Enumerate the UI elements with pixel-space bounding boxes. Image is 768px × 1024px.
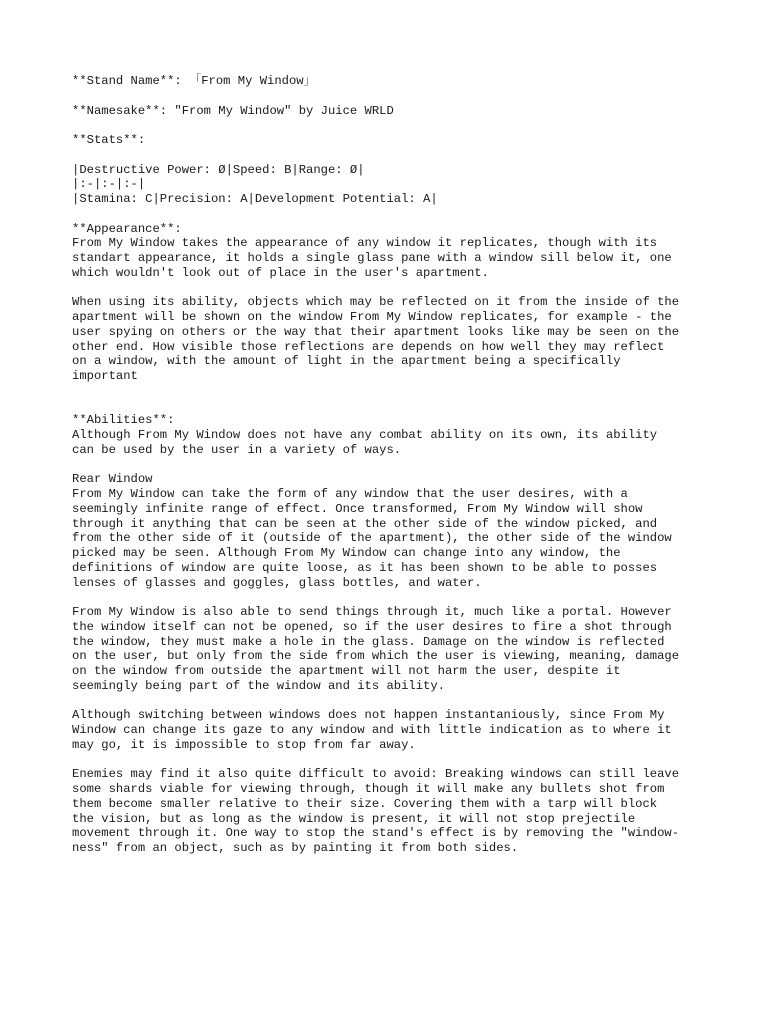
text-line: from the other side of it (outside of the apartment), the other side of the window <box>72 531 672 546</box>
text-line: Enemies may find it also quite difficult to avoid: Breaking windows can still leave <box>72 767 680 782</box>
text-line: From My Window can take the form of any window that the user desires, with a <box>72 487 628 501</box>
text-line: on a window, with the amount of light in the apartment being a specifically <box>72 354 621 369</box>
text-line: may go, it is impossible to stop from far away. <box>72 737 416 752</box>
text-line: standart appearance, it holds a single glass pane with a window sill below it, one <box>72 251 672 265</box>
text-line: other end. How visible those reflections are depends on how well they may reflect <box>72 339 665 354</box>
blank-line <box>72 384 708 399</box>
text-line: movement through it. One way to stop the stand's effect is by removing the "window- <box>72 826 680 841</box>
text-line: the window, they must make a hole in the glass. Damage on the window is reflected <box>72 634 665 649</box>
blank-line <box>72 148 708 163</box>
text-line: them become smaller relative to their size. Covering them with a tarp will block <box>72 796 658 811</box>
blank-line <box>72 399 708 414</box>
text-line: can be used by the user in a variety of ways. <box>72 442 402 457</box>
text-line: Rear Window <box>72 472 153 487</box>
text-line: apartment will be shown on the window From My Window replicates, for example - the <box>72 310 672 324</box>
text-line: through it anything that can be seen at the other side of the window picked, and <box>72 516 658 531</box>
text-line: **Namesake**: "From My Window" by Juice WRLD <box>72 103 394 118</box>
text-line: From My Window takes the appearance of any window it replicates, though with its <box>72 236 658 251</box>
text-line: **Stand Name**: 「From My Window」 <box>72 74 316 88</box>
text-line: user spying on others or the way that their apartment looks like may be seen on the <box>72 324 680 339</box>
blank-line <box>72 694 708 709</box>
text-line: **Abilities**: <box>72 413 175 428</box>
text-line: seemingly infinite range of effect. Once transformed, From My Window will show <box>72 501 643 516</box>
text-line: seemingly being part of the window and its ability. <box>72 678 445 693</box>
text-line: **Stats**: <box>72 133 146 147</box>
text-line: Although From My Window does not have any combat ability on its own, its ability <box>72 428 658 442</box>
blank-line <box>72 207 708 222</box>
blank-line <box>72 281 708 296</box>
text-line: |Stamina: C|Precision: A|Development Potential: A| <box>72 192 438 206</box>
text-line: the window itself can not be opened, so if the user desires to fire a shot through <box>72 619 672 634</box>
blank-line <box>72 89 708 104</box>
text-line: lenses of glasses and goggles, glass bottles, and water. <box>72 575 482 590</box>
text-line: |:-|:-|:-| <box>72 177 146 192</box>
text-line: on the window from outside the apartment will not harm the user, despite it <box>72 664 621 678</box>
text-line: Although switching between windows does not happen instantaniously, since From My <box>72 708 665 723</box>
blank-line <box>72 753 708 768</box>
text-line: Window can change its gaze to any window and with little indication as to where it <box>72 723 672 737</box>
blank-line <box>72 590 708 605</box>
text-line: important <box>72 369 138 383</box>
text-line: From My Window is also able to send things through it, much like a portal. However <box>72 605 672 619</box>
text-line: **Appearance**: <box>72 221 182 236</box>
text-line: which wouldn't look out of place in the user's apartment. <box>72 265 489 280</box>
text-line: picked may be seen. Although From My Window can change into any window, the <box>72 546 621 560</box>
text-line: |Destructive Power: Ø|Speed: B|Range: Ø| <box>72 162 365 177</box>
blank-line <box>72 118 708 133</box>
text-line: some shards viable for viewing through, though it will make any bullets shot from <box>72 782 665 796</box>
text-line: definitions of window are quite loose, as it has been shown to be able to posses <box>72 560 658 575</box>
blank-line <box>72 458 708 473</box>
text-line: When using its ability, objects which may be reflected on it from the inside of the <box>72 295 680 310</box>
text-line: on the user, but only from the side from which the user is viewing, meaning, damage <box>72 649 680 664</box>
text-line: the vision, but as long as the window is present, it will not stop prejectile <box>72 811 636 826</box>
text-line: ness" from an object, such as by painting it from both sides. <box>72 841 519 855</box>
